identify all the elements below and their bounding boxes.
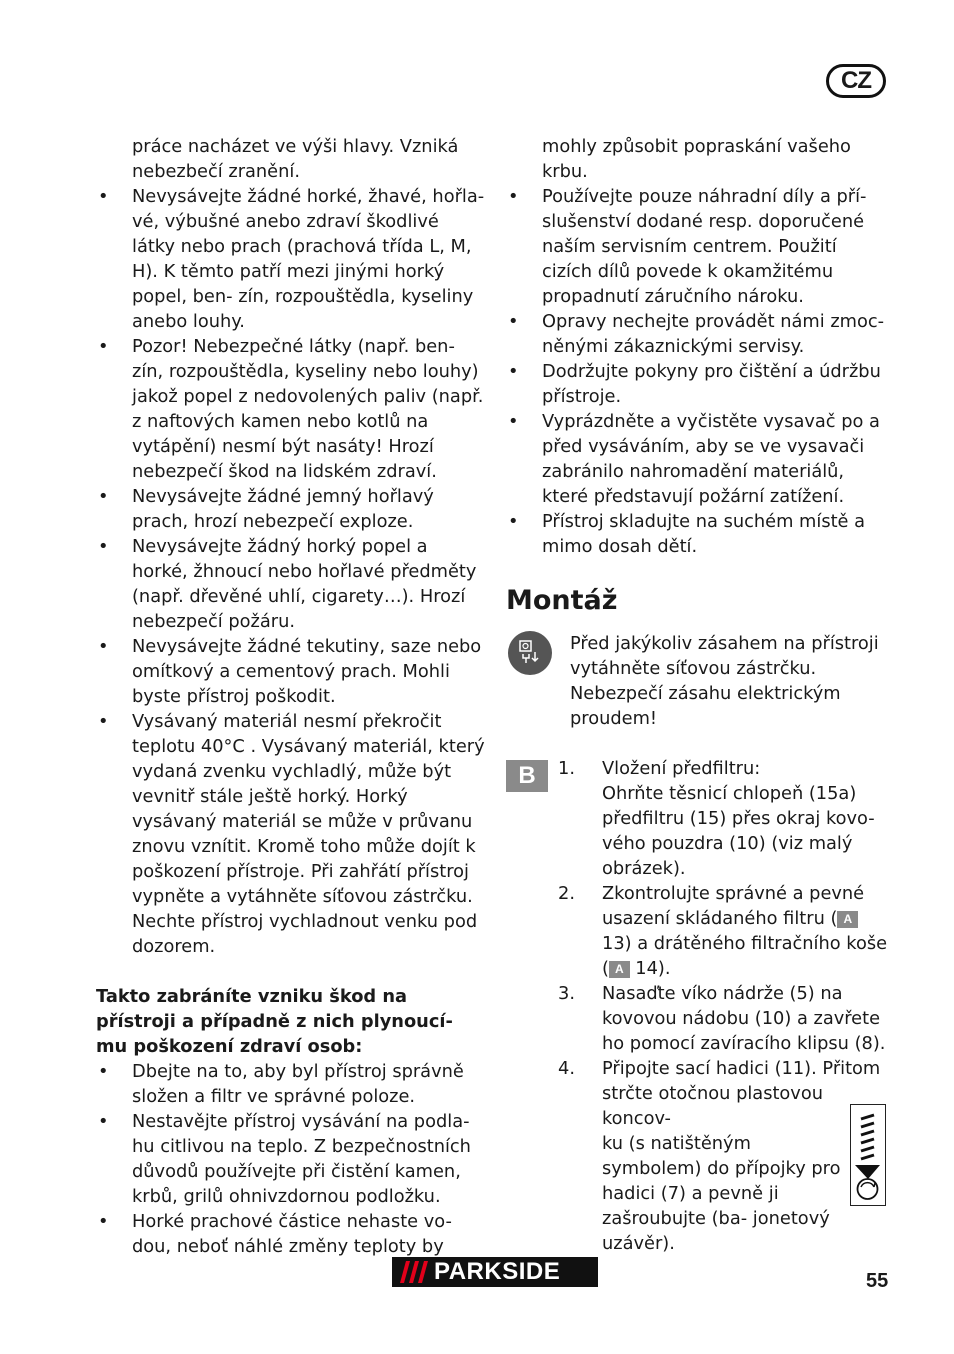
logo-stripes-icon xyxy=(392,1257,434,1287)
step-item xyxy=(506,756,891,881)
step-text: Ohrňte těsnicí chlopeň (15a) předfiltru (15) přes okraj kovo- vého pouzdra (10) (viz malý obrázek). xyxy=(602,783,875,879)
warning-text: Před jakýkoliv zásahem na přístroji vytáhněte síťovou zástrčku. Nebezpečí zásahu elektrickým proudem! xyxy=(570,633,879,729)
step-item xyxy=(506,881,891,981)
step-text: ku (s natištěným symbolem) do přípojky pro hadici (7) a pevně ji zašroubujte (ba- jonetový uzávěr). xyxy=(602,1133,841,1254)
step-title: Vložení předfiltru: xyxy=(602,758,761,779)
figure-ref-badge: A xyxy=(837,911,858,928)
step-text: Nasaďte víko nádrže (5) na kovovou nádobu (10) a zavřete ho pomocí zavíracího klipsu (8). xyxy=(602,983,886,1054)
figure-label: B xyxy=(506,760,548,792)
step-text: Připojte sací hadici (11). Přitom strčte otočnou plastovou koncov- xyxy=(602,1058,881,1129)
paragraph-continuation: práce nacházet ve výši hlavy. Vzniká nebezbečí zranění. xyxy=(132,136,459,182)
step-text xyxy=(602,881,891,981)
list-item: • Dodržujte pokyny pro čištění a údržbu přístroje. xyxy=(506,359,891,409)
language-badge: CZ xyxy=(826,64,886,98)
parkside-logo xyxy=(392,1257,598,1287)
list-item: • Nestavějte přístroj vysávání na podla- hu citlivou na teplo. Z bezpečnostních důvodů používejte při čistění kamen, krbů, grilů ohnivzdornou podložku. xyxy=(96,1109,486,1209)
list-item: • Horké prachové částice nehaste vo- dou, neboť náhlé změny teploty by xyxy=(96,1209,486,1259)
bold-heading: Takto zabráníte vzniku škod na přístroji a případně z nich plynoucí- mu poškození zdraví osob: xyxy=(96,986,453,1057)
right-column xyxy=(506,134,891,1256)
step-text-part: Zkontrolujte správné a pevné usazení skládaného filtru ( xyxy=(602,883,865,929)
list-item: • Vysávaný materiál nesmí překročit teplotu 40°C . Vysávaný materiál, který vydaná zvenku vychladlý, může být vevnitř stále ještě horký. Horký vysávaný materiál se může v průvanu znovu vznítit. Kromě toho může dojít k poškození přístroje. Při zahřátí přístroj vypněte a vytáhněte síťovou zástrčku. Nechte přístroj vychladnout venku pod dozorem. xyxy=(96,709,486,959)
step-number: 2. xyxy=(558,883,575,904)
list-item: • Nevysávejte žádný horký popel a horké, žhnoucí nebo hořlavé předměty (např. dřevěné uhlí, cigarety…). Hrozí nebezpečí požáru. xyxy=(96,534,486,634)
step-text-part: 14). xyxy=(629,958,671,979)
figure-ref-badge: A xyxy=(609,961,630,978)
paragraph-continuation: mohly způsobit popraskání vašeho krbu. xyxy=(542,136,851,182)
step-number: 1. xyxy=(558,758,575,779)
list-item: • Vyprázdněte a vyčistěte vysavač po a před vysáváním, aby se ve vysavači zabránilo nahromadění materiálů, které představují požární zatížení. xyxy=(506,409,891,509)
list-item: • Pozor! Nebezpečné látky (např. ben- zín, rozpouštědla, kyseliny nebo louhy) jakož popel z nedovolených paliv (např. z naftových kamen nebo kotlů na vytápění) nesmí být nasáty! Hrozí nebezpečí škod na lidském zdraví. xyxy=(96,334,486,484)
list-item: • Opravy nechejte provádět námi zmoc- něnými zákaznickými servisy. xyxy=(506,309,891,359)
warning-block xyxy=(506,631,891,731)
left-column xyxy=(96,134,486,1259)
unplug-warning-icon xyxy=(508,631,552,675)
step-text-part: 13) a drátěného filtračního koše ( xyxy=(602,933,888,979)
step-item xyxy=(506,981,891,1056)
list-item: • Používejte pouze náhradní díly a pří- slušenství dodané resp. doporučené naším servisním centrem. Použití cizích dílů povede k okamžitému propadnutí záručního nároku. xyxy=(506,184,891,309)
step-item xyxy=(506,1056,891,1256)
list-item: • Dbejte na to, aby byl přístroj správně složen a filtr ve správné poloze. xyxy=(96,1059,486,1109)
list-item: • Nevysávejte žádné jemný hořlavý prach, hrozí nebezpečí exploze. xyxy=(96,484,486,534)
list-item: • Nevysávejte žádné horké, žhavé, hořla- vé, výbušné anebo zdraví škodlivé látky nebo prach (prachová třída L, M, H). K těmto patří mezi jinými horký popel, ben- zín, rozpouštědla, kyseliny anebo louhy. xyxy=(96,184,486,334)
logo-text: PARKSIDE xyxy=(434,1258,561,1285)
step-number: 3. xyxy=(558,983,575,1004)
list-item: • Nevysávejte žádné tekutiny, saze nebo omítkový a cementový prach. Mohli byste přístroj poškodit. xyxy=(96,634,486,709)
section-title: Montáž xyxy=(506,585,618,616)
step-number: 4. xyxy=(558,1058,575,1079)
assembly-steps xyxy=(506,756,891,1256)
hose-coupling-icon xyxy=(850,1104,886,1206)
list-item: • Přístroj skladujte na suchém místě a mimo dosah dětí. xyxy=(506,509,891,559)
page-number: 55 xyxy=(866,1270,889,1292)
